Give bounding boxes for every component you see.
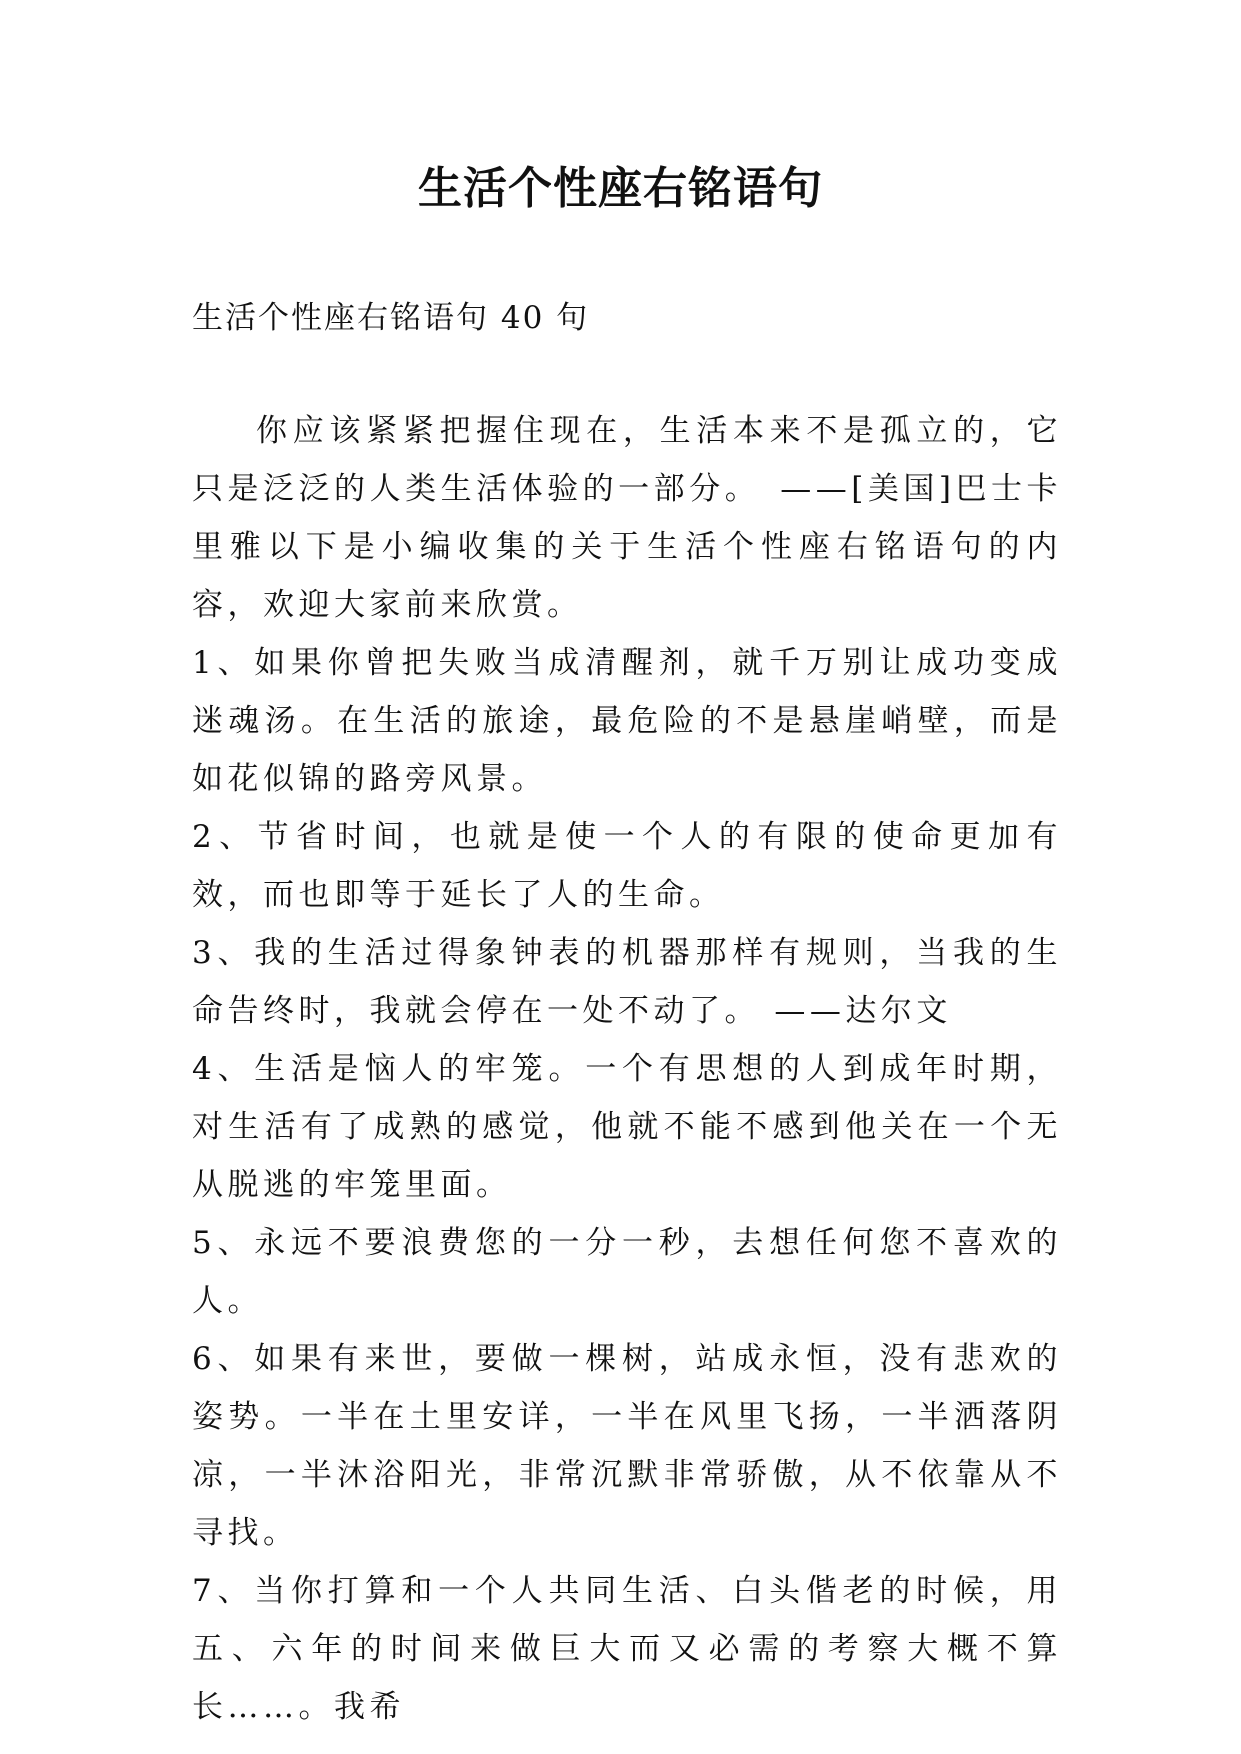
list-item: 7、当你打算和一个人共同生活、白头偕老的时候，用五、六年的时间来做巨大而又必需的考察大概不算长……。我希 bbox=[192, 1573, 1062, 1725]
intro-paragraph: 你应该紧紧把握住现在，生活本来不是孤立的，它只是泛泛的人类生活体验的一部分。 ——[美国]巴士卡里雅以下是小编收集的关于生活个性座右铭语句的内容，欢迎大家前来欣赏。 bbox=[192, 413, 1062, 623]
document-title: 生活个性座右铭语句 bbox=[418, 163, 823, 214]
document-subtitle: 生活个性座右铭语句 40 句 bbox=[192, 300, 590, 336]
list-item: 6、如果有来世，要做一棵树，站成永恒，没有悲欢的姿势。一半在土里安详，一半在风里飞扬，一半洒落阴凉，一半沐浴阳光，非常沉默非常骄傲，从不依靠从不寻找。 bbox=[192, 1341, 1062, 1551]
list-item: 2、节省时间，也就是使一个人的有限的使命更加有效，而也即等于延长了人的生命。 bbox=[192, 819, 1062, 913]
list-item: 3、我的生活过得象钟表的机器那样有规则，当我的生命告终时，我就会停在一处不动了。 ——达尔文 bbox=[192, 935, 1062, 1029]
document-body bbox=[192, 402, 1062, 1736]
list-item: 5、永远不要浪费您的一分一秒，去想任何您不喜欢的人。 bbox=[192, 1225, 1062, 1319]
list-item: 1、如果你曾把失败当成清醒剂，就千万别让成功变成迷魂汤。在生活的旅途，最危险的不是悬崖峭壁，而是如花似锦的路旁风景。 bbox=[192, 645, 1062, 797]
list-item: 4、生活是恼人的牢笼。一个有思想的人到成年时期，对生活有了成熟的感觉，他就不能不感到他关在一个无从脱逃的牢笼里面。 bbox=[192, 1051, 1062, 1203]
